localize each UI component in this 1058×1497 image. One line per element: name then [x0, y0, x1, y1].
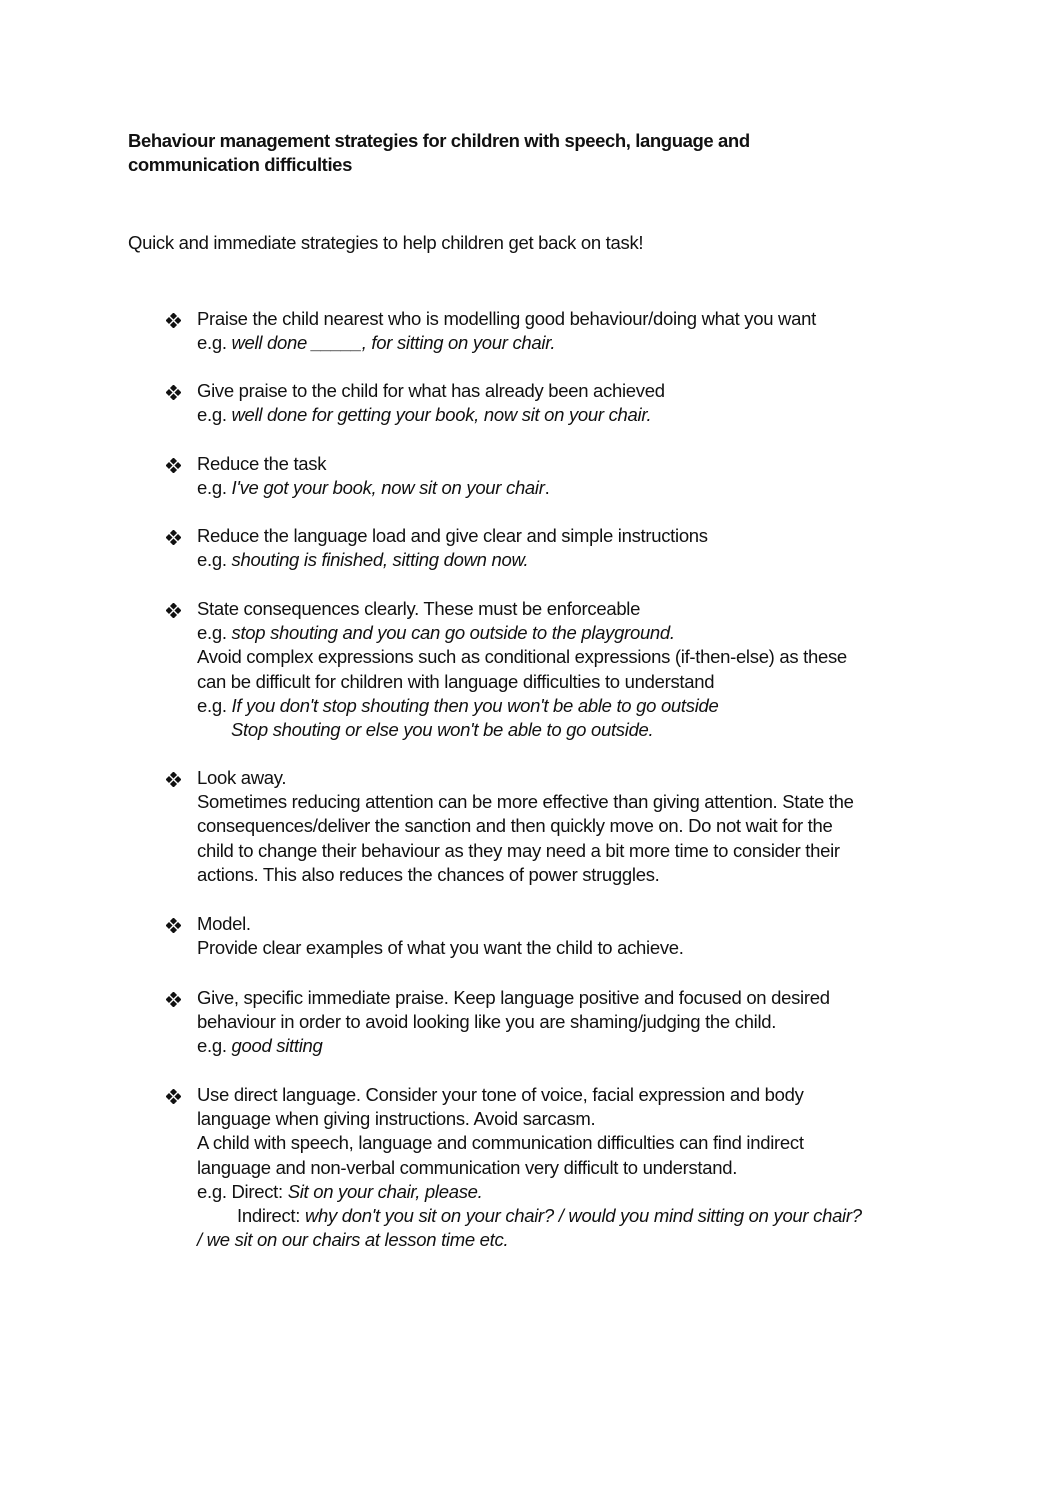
indirect-example-text: why don't you sit on your chair? / would you mind sitting on your chair?	[304, 1205, 862, 1227]
example-text: well done for getting your book, now sit on your chair.	[231, 404, 652, 426]
example-text: If you don't stop shouting then you won't be able to go outside	[231, 694, 719, 716]
strategy-heading: Give, specific immediate praise. Keep language positive and focused on desired	[197, 987, 830, 1008]
strategy-text	[197, 912, 937, 960]
example-line	[197, 548, 937, 572]
strategy-text	[197, 307, 937, 355]
example-line	[197, 621, 937, 645]
body-line: child to change their behaviour as they may need a bit more time to consider their	[197, 839, 840, 861]
diamond-bullet-icon	[166, 1089, 181, 1104]
diamond-bullet-icon	[166, 603, 181, 618]
strategy-text	[197, 597, 937, 742]
diamond-bullet-icon	[166, 458, 181, 473]
body-line: language when giving instructions. Avoid sarcasm.	[197, 1108, 596, 1130]
example-text-continued: Stop shouting or else you won't be able to go outside.	[231, 719, 654, 741]
example-prefix: e.g.	[197, 332, 232, 354]
body-line: Sometimes reducing attention can be more effective than giving attention. State the	[197, 791, 854, 813]
diamond-bullet-icon	[166, 385, 181, 400]
strategy-text	[197, 379, 937, 427]
example-line	[197, 694, 937, 718]
example-line	[197, 476, 937, 500]
diamond-bullet-icon	[166, 530, 181, 545]
strategy-heading: Reduce the task	[197, 453, 327, 474]
example-prefix: e.g.	[197, 1035, 232, 1057]
direct-example-text: Sit on your chair, please.	[287, 1180, 483, 1202]
document-title	[128, 129, 848, 177]
indirect-prefix: Indirect:	[237, 1205, 305, 1227]
strategy-text	[197, 766, 937, 887]
diamond-bullet-icon	[166, 992, 181, 1007]
strategy-heading: Reduce the language load and give clear and simple instructions	[197, 525, 708, 546]
example-line	[197, 403, 937, 427]
example-text: shouting is finished, sitting down now.	[231, 549, 529, 571]
example-text: good sitting	[231, 1035, 323, 1057]
example-line	[197, 331, 937, 355]
body-line: actions. This also reduces the chances of power struggles.	[197, 863, 660, 885]
diamond-bullet-icon	[166, 772, 181, 787]
title-line-2: communication difficulties	[128, 154, 352, 175]
example-text: stop shouting and you can go outside to the playground.	[231, 622, 675, 644]
diamond-bullet-icon	[166, 313, 181, 328]
strategy-text	[197, 452, 937, 500]
body-line: language and non-verbal communication very difficult to understand.	[197, 1156, 738, 1178]
document-subtitle: Quick and immediate strategies to help children get back on task!	[128, 232, 644, 253]
direct-example-line	[197, 1180, 937, 1204]
example-text: I've got your book, now sit on your chair	[231, 477, 545, 499]
body-line: Provide clear examples of what you want the child to achieve.	[197, 937, 684, 959]
strategy-text	[197, 986, 937, 1059]
body-line: Avoid complex expressions such as conditional expressions (if-then-else) as these	[197, 646, 847, 668]
strategy-heading: Look away.	[197, 767, 287, 788]
example-prefix: e.g.	[197, 622, 232, 644]
example-line	[197, 1034, 937, 1058]
strategy-heading: Praise the child nearest who is modelling good behaviour/doing what you want	[197, 308, 816, 329]
example-text: well done _____, for sitting on your chair.	[231, 332, 556, 354]
title-line-1: Behaviour management strategies for children with speech, language and	[128, 130, 750, 151]
direct-prefix: e.g. Direct:	[197, 1180, 288, 1202]
indirect-example-line	[197, 1204, 937, 1228]
diamond-bullet-icon	[166, 918, 181, 933]
example-prefix: e.g.	[197, 404, 232, 426]
body-line: consequences/deliver the sanction and then quickly move on. Do not wait for the	[197, 815, 833, 837]
body-line: can be difficult for children with language difficulties to understand	[197, 670, 715, 692]
body-line: A child with speech, language and communication difficulties can find indirect	[197, 1132, 804, 1154]
example-prefix: e.g.	[197, 549, 232, 571]
strategy-heading: Use direct language. Consider your tone of voice, facial expression and body	[197, 1084, 804, 1105]
strategy-text	[197, 1083, 937, 1252]
strategy-heading: Model.	[197, 913, 251, 934]
example-prefix: e.g.	[197, 477, 232, 499]
indirect-example-text-continued: / we sit on our chairs at lesson time etc.	[197, 1229, 509, 1251]
example-suffix: .	[544, 477, 550, 499]
strategy-heading: Give praise to the child for what has already been achieved	[197, 380, 665, 401]
strategy-text	[197, 524, 937, 572]
body-line: behaviour in order to avoid looking like you are shaming/judging the child.	[197, 1011, 777, 1033]
example-prefix: e.g.	[197, 694, 232, 716]
strategy-heading: State consequences clearly. These must be enforceable	[197, 598, 641, 619]
